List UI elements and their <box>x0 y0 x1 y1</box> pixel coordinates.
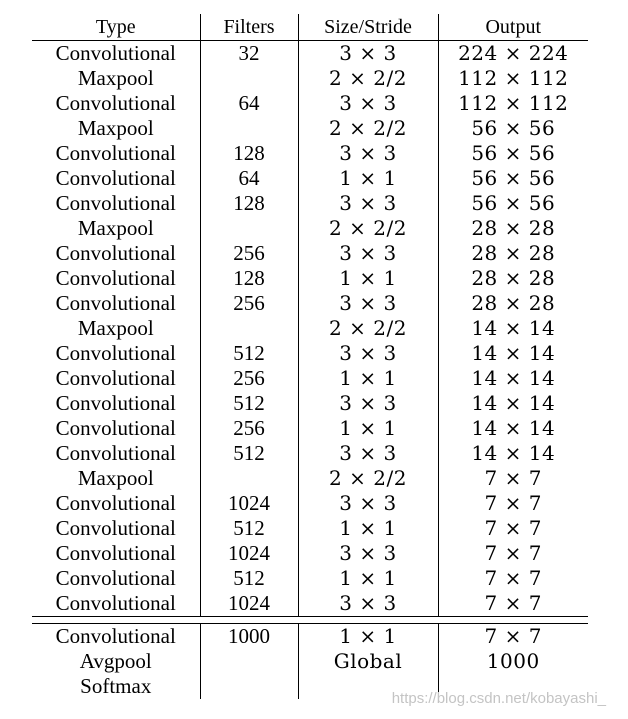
cell-output: 56 × 56 <box>438 116 588 141</box>
table-row <box>32 491 588 516</box>
cell-output: 56 × 56 <box>438 166 588 191</box>
separator-cell <box>200 617 298 624</box>
table-row <box>32 516 588 541</box>
cell-type: Convolutional <box>55 141 176 165</box>
cell-output: 56 × 56 <box>438 141 588 166</box>
cell-size-stride: 1 × 1 <box>298 566 438 591</box>
cell-type: Avgpool <box>79 649 152 673</box>
cell-type: Convolutional <box>55 166 176 190</box>
separator-cell <box>298 617 438 624</box>
cell-output: 7 × 7 <box>438 516 588 541</box>
table-row <box>32 41 588 67</box>
cell-size-stride: 3 × 3 <box>298 391 438 416</box>
cell-filters: 512 <box>200 516 298 541</box>
cell-size-stride: 3 × 3 <box>298 241 438 266</box>
cell-filters: 64 <box>200 91 298 116</box>
cell-filters: 1024 <box>200 491 298 516</box>
section-separator <box>32 617 588 624</box>
table-row <box>32 166 588 191</box>
cell-filters <box>200 316 298 341</box>
table-header-row <box>32 14 588 41</box>
table-row <box>32 566 588 591</box>
cell-output: 56 × 56 <box>438 191 588 216</box>
cell-output: 112 × 112 <box>438 66 588 91</box>
cell-size-stride: 2 × 2/2 <box>298 466 438 491</box>
cell-filters <box>200 216 298 241</box>
cell-filters: 512 <box>200 391 298 416</box>
cell-filters: 64 <box>200 166 298 191</box>
cell-output: 28 × 28 <box>438 241 588 266</box>
cell-type: Convolutional <box>55 341 176 365</box>
cell-filters: 256 <box>200 366 298 391</box>
cell-filters <box>200 66 298 91</box>
cell-type: Convolutional <box>55 491 176 515</box>
cell-output: 14 × 14 <box>438 366 588 391</box>
cell-size-stride: 3 × 3 <box>298 441 438 466</box>
cell-output: 112 × 112 <box>438 91 588 116</box>
cell-type: Maxpool <box>77 216 154 240</box>
cell-type: Convolutional <box>55 441 176 465</box>
table-row <box>32 241 588 266</box>
cell-size-stride: 1 × 1 <box>298 516 438 541</box>
cell-filters: 32 <box>200 41 298 67</box>
cell-output: 7 × 7 <box>438 466 588 491</box>
cell-size-stride: 3 × 3 <box>298 541 438 566</box>
cell-filters: 512 <box>200 441 298 466</box>
cell-size-stride: 2 × 2/2 <box>298 316 438 341</box>
table-row <box>32 624 588 650</box>
cell-type: Convolutional <box>55 266 176 290</box>
cell-output: 14 × 14 <box>438 341 588 366</box>
table-row <box>32 191 588 216</box>
cell-filters: 128 <box>200 141 298 166</box>
cell-output: 7 × 7 <box>438 591 588 617</box>
table-row <box>32 391 588 416</box>
cell-size-stride: 3 × 3 <box>298 291 438 316</box>
cell-type: Convolutional <box>32 624 200 650</box>
table-row <box>32 466 588 491</box>
cell-type: Maxpool <box>77 116 154 140</box>
cell-size-stride: Global <box>298 649 438 674</box>
cell-output: 14 × 14 <box>438 316 588 341</box>
cell-filters: 1024 <box>200 541 298 566</box>
cell-size-stride: 3 × 3 <box>298 91 438 116</box>
architecture-table-container <box>32 14 588 699</box>
cell-type: Convolutional <box>55 366 176 390</box>
table-row <box>32 416 588 441</box>
cell-output: 7 × 7 <box>438 541 588 566</box>
cell-size-stride: 3 × 3 <box>298 591 438 617</box>
cell-size-stride: 3 × 3 <box>298 491 438 516</box>
header-filters: Filters <box>200 14 298 41</box>
cell-filters: 512 <box>200 341 298 366</box>
table-row <box>32 649 588 674</box>
cell-type: Convolutional <box>55 241 176 265</box>
cell-output: 28 × 28 <box>438 216 588 241</box>
cell-size-stride: 1 × 1 <box>298 166 438 191</box>
table-row <box>32 291 588 316</box>
cell-output: 7 × 7 <box>438 566 588 591</box>
cell-type: Convolutional <box>55 541 176 565</box>
cell-filters: 256 <box>200 291 298 316</box>
cell-output: 14 × 14 <box>438 441 588 466</box>
table-row <box>32 441 588 466</box>
cell-output: 14 × 14 <box>438 391 588 416</box>
cell-output: 1000 <box>438 649 588 674</box>
cell-size-stride: 1 × 1 <box>298 266 438 291</box>
cell-size-stride: 1 × 1 <box>298 416 438 441</box>
watermark-text: https://blog.csdn.net/kobayashi_ <box>391 690 606 707</box>
cell-type: Convolutional <box>55 516 176 540</box>
cell-filters: 256 <box>200 416 298 441</box>
cell-size-stride: 1 × 1 <box>298 624 438 650</box>
cell-type: Maxpool <box>77 66 154 90</box>
cell-type: Maxpool <box>77 316 154 340</box>
table-row <box>32 266 588 291</box>
cell-type: Convolutional <box>55 591 176 615</box>
feature-extractor-rows <box>32 41 588 617</box>
cell-filters: 1024 <box>200 591 298 617</box>
cell-type: Convolutional <box>55 566 176 590</box>
cell-filters: 128 <box>200 191 298 216</box>
cell-filters: 128 <box>200 266 298 291</box>
cell-size-stride: 3 × 3 <box>298 191 438 216</box>
cell-size-stride: 2 × 2/2 <box>298 66 438 91</box>
cell-type: Convolutional <box>55 291 176 315</box>
cell-filters: 512 <box>200 566 298 591</box>
table-row <box>32 366 588 391</box>
table-row <box>32 116 588 141</box>
header-size-stride: Size/Stride <box>298 14 438 41</box>
cell-filters <box>200 674 298 699</box>
cell-filters <box>200 116 298 141</box>
cell-filters: 1000 <box>200 624 298 650</box>
table-row <box>32 316 588 341</box>
cell-type: Convolutional <box>55 391 176 415</box>
separator-cell <box>438 617 588 624</box>
cell-output: 7 × 7 <box>438 491 588 516</box>
cell-output: 224 × 224 <box>438 41 588 67</box>
header-output: Output <box>438 14 588 41</box>
cell-type: Maxpool <box>77 466 154 490</box>
cell-output: 14 × 14 <box>438 416 588 441</box>
cell-type: Convolutional <box>55 191 176 215</box>
cell-output: 7 × 7 <box>438 624 588 650</box>
cell-type: Convolutional <box>55 416 176 440</box>
table-row <box>32 91 588 116</box>
header-type: Type <box>32 14 200 41</box>
cell-output: 28 × 28 <box>438 291 588 316</box>
cell-size-stride: 2 × 2/2 <box>298 116 438 141</box>
table-row <box>32 141 588 166</box>
cell-filters: 256 <box>200 241 298 266</box>
cell-size-stride: 3 × 3 <box>298 41 438 67</box>
cell-size-stride: 3 × 3 <box>298 341 438 366</box>
table-row <box>32 541 588 566</box>
table-row <box>32 341 588 366</box>
cell-type: Convolutional <box>55 91 176 115</box>
cell-size-stride: 1 × 1 <box>298 366 438 391</box>
cell-size-stride: 2 × 2/2 <box>298 216 438 241</box>
cell-size-stride: 3 × 3 <box>298 141 438 166</box>
cell-type: Softmax <box>80 674 152 698</box>
cell-type: Convolutional <box>55 41 176 65</box>
cell-filters <box>200 466 298 491</box>
separator-cell <box>32 617 200 624</box>
cell-output: 28 × 28 <box>438 266 588 291</box>
classifier-rows <box>32 617 588 700</box>
table-row <box>32 591 588 617</box>
table-row <box>32 216 588 241</box>
architecture-table <box>32 14 588 699</box>
table-row <box>32 66 588 91</box>
cell-filters <box>200 649 298 674</box>
